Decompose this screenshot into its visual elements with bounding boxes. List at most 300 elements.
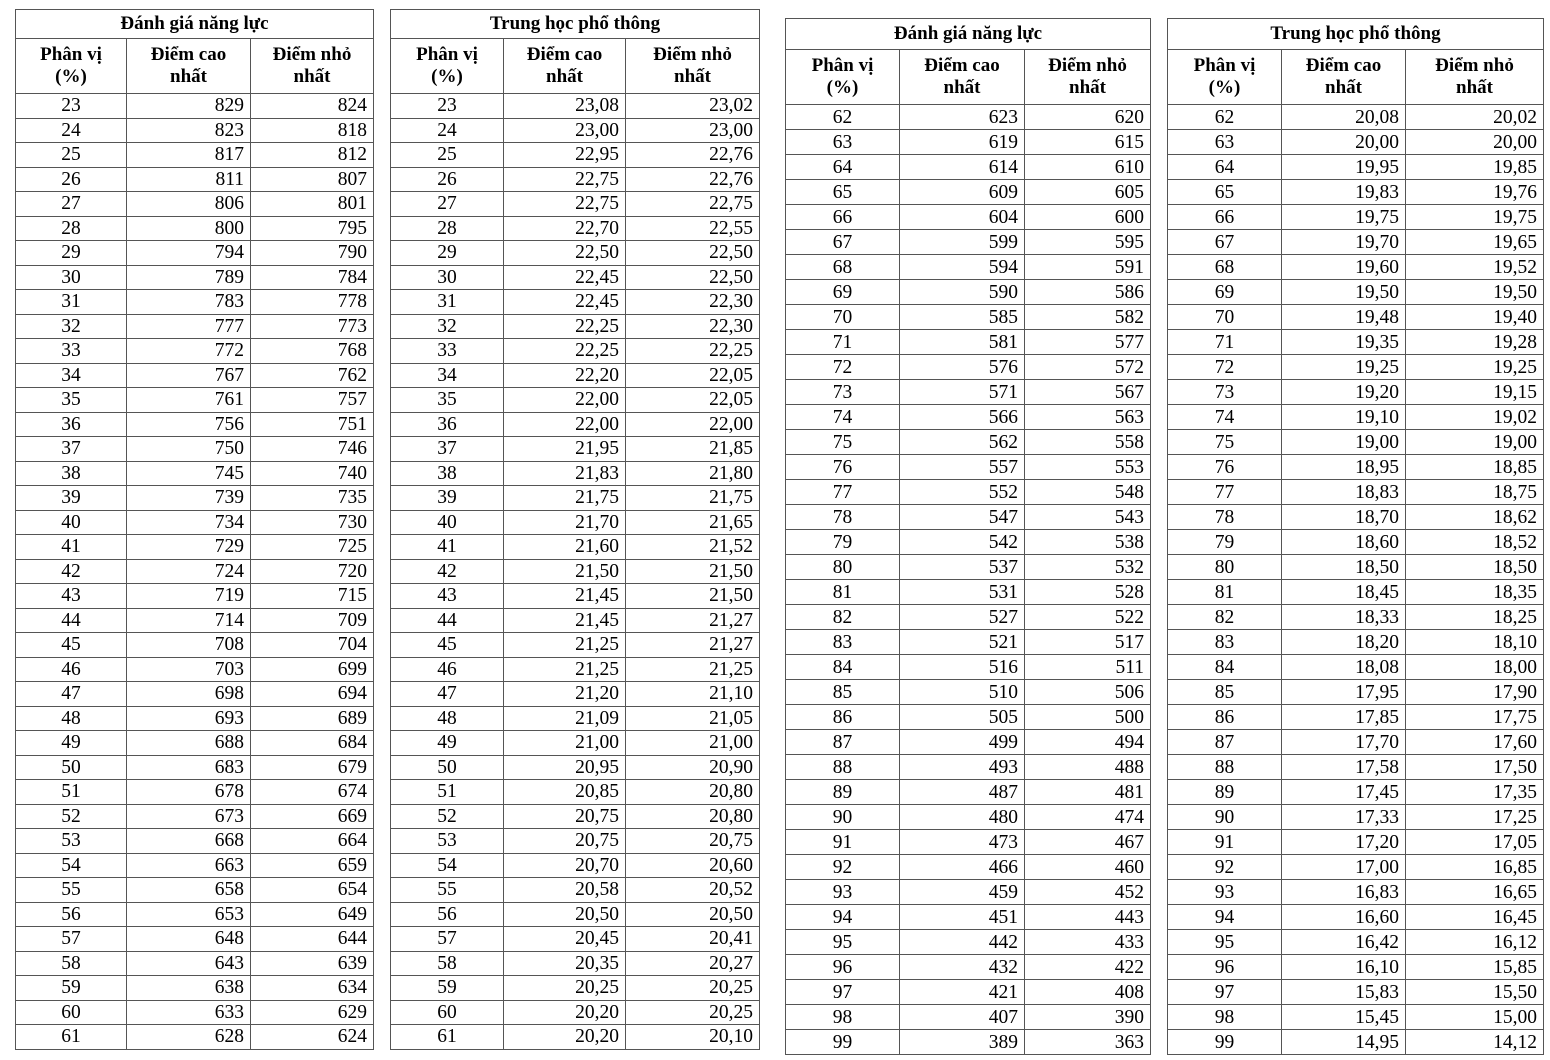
cell-min-score: 21,10 xyxy=(626,682,760,707)
table-row xyxy=(786,555,1151,580)
cell-max-score: 678 xyxy=(127,780,251,805)
cell-min-score: 19,50 xyxy=(1406,280,1544,305)
cell-percentile: 31 xyxy=(16,290,127,315)
cell-percentile: 83 xyxy=(1168,630,1282,655)
cell-min-score: 20,02 xyxy=(1406,105,1544,130)
cell-max-score: 653 xyxy=(127,902,251,927)
cell-max-score: 547 xyxy=(900,505,1025,530)
cell-min-score: 778 xyxy=(251,290,374,315)
cell-max-score: 604 xyxy=(900,205,1025,230)
cell-min-score: 19,15 xyxy=(1406,380,1544,405)
table-row xyxy=(786,905,1151,930)
cell-percentile: 45 xyxy=(391,633,504,658)
table-row xyxy=(16,804,374,829)
cell-min-score: 532 xyxy=(1025,555,1151,580)
table-row xyxy=(1168,155,1544,180)
cell-percentile: 55 xyxy=(16,878,127,903)
cell-percentile: 27 xyxy=(16,192,127,217)
cell-max-score: 459 xyxy=(900,880,1025,905)
cell-percentile: 76 xyxy=(1168,455,1282,480)
table-row xyxy=(16,314,374,339)
table-row xyxy=(786,105,1151,130)
table-row xyxy=(391,608,760,633)
cell-percentile: 70 xyxy=(786,305,900,330)
cell-max-score: 823 xyxy=(127,118,251,143)
cell-max-score: 22,50 xyxy=(504,241,626,266)
table-title: Đánh giá năng lực xyxy=(16,10,374,39)
table-row xyxy=(786,380,1151,405)
cell-percentile: 26 xyxy=(391,167,504,192)
table-row xyxy=(786,480,1151,505)
table-row xyxy=(16,584,374,609)
table-row xyxy=(391,192,760,217)
cell-percentile: 95 xyxy=(786,930,900,955)
table-row xyxy=(1168,130,1544,155)
cell-min-score: 22,50 xyxy=(626,241,760,266)
cell-max-score: 23,08 xyxy=(504,94,626,119)
cell-max-score: 15,83 xyxy=(1282,980,1406,1005)
cell-max-score: 668 xyxy=(127,829,251,854)
cell-percentile: 87 xyxy=(1168,730,1282,755)
table-row xyxy=(786,680,1151,705)
cell-max-score: 22,95 xyxy=(504,143,626,168)
cell-min-score: 18,00 xyxy=(1406,655,1544,680)
cell-min-score: 474 xyxy=(1025,805,1151,830)
table-row xyxy=(391,1000,760,1025)
cell-max-score: 571 xyxy=(900,380,1025,405)
table-row xyxy=(16,216,374,241)
cell-min-score: 801 xyxy=(251,192,374,217)
cell-percentile: 28 xyxy=(391,216,504,241)
cell-min-score: 762 xyxy=(251,363,374,388)
cell-max-score: 794 xyxy=(127,241,251,266)
cell-max-score: 19,00 xyxy=(1282,430,1406,455)
table-row xyxy=(1168,780,1544,805)
cell-percentile: 94 xyxy=(786,905,900,930)
cell-max-score: 806 xyxy=(127,192,251,217)
table-row xyxy=(16,1000,374,1025)
cell-max-score: 505 xyxy=(900,705,1025,730)
cell-percentile: 61 xyxy=(391,1025,504,1050)
table-row xyxy=(16,878,374,903)
cell-min-score: 22,05 xyxy=(626,363,760,388)
table-row xyxy=(786,955,1151,980)
cell-min-score: 20,00 xyxy=(1406,130,1544,155)
cell-min-score: 15,85 xyxy=(1406,955,1544,980)
cell-percentile: 48 xyxy=(16,706,127,731)
cell-max-score: 22,00 xyxy=(504,388,626,413)
cell-percentile: 29 xyxy=(16,241,127,266)
cell-percentile: 36 xyxy=(391,412,504,437)
table-row xyxy=(16,94,374,119)
cell-max-score: 17,85 xyxy=(1282,705,1406,730)
cell-percentile: 94 xyxy=(1168,905,1282,930)
cell-max-score: 19,95 xyxy=(1282,155,1406,180)
cell-max-score: 724 xyxy=(127,559,251,584)
cell-percentile: 61 xyxy=(16,1025,127,1050)
cell-max-score: 18,20 xyxy=(1282,630,1406,655)
cell-max-score: 21,95 xyxy=(504,437,626,462)
cell-max-score: 719 xyxy=(127,584,251,609)
cell-max-score: 557 xyxy=(900,455,1025,480)
table-row xyxy=(1168,805,1544,830)
table-row xyxy=(1168,555,1544,580)
cell-max-score: 537 xyxy=(900,555,1025,580)
cell-percentile: 75 xyxy=(1168,430,1282,455)
cell-min-score: 19,02 xyxy=(1406,405,1544,430)
cell-min-score: 807 xyxy=(251,167,374,192)
cell-percentile: 96 xyxy=(1168,955,1282,980)
cell-min-score: 704 xyxy=(251,633,374,658)
cell-percentile: 83 xyxy=(786,630,900,655)
cell-max-score: 817 xyxy=(127,143,251,168)
cell-max-score: 531 xyxy=(900,580,1025,605)
cell-percentile: 98 xyxy=(786,1005,900,1030)
cell-min-score: 18,62 xyxy=(1406,505,1544,530)
cell-max-score: 581 xyxy=(900,330,1025,355)
cell-percentile: 58 xyxy=(16,951,127,976)
table-row xyxy=(786,505,1151,530)
cell-max-score: 739 xyxy=(127,486,251,511)
cell-min-score: 553 xyxy=(1025,455,1151,480)
cell-min-score: 19,52 xyxy=(1406,255,1544,280)
cell-percentile: 99 xyxy=(1168,1030,1282,1055)
cell-percentile: 89 xyxy=(1168,780,1282,805)
cell-percentile: 50 xyxy=(391,755,504,780)
cell-min-score: 19,85 xyxy=(1406,155,1544,180)
cell-max-score: 552 xyxy=(900,480,1025,505)
cell-min-score: 19,00 xyxy=(1406,430,1544,455)
cell-max-score: 683 xyxy=(127,755,251,780)
table-row xyxy=(1168,355,1544,380)
cell-percentile: 79 xyxy=(1168,530,1282,555)
cell-percentile: 49 xyxy=(16,731,127,756)
cell-percentile: 42 xyxy=(391,559,504,584)
cell-min-score: 18,75 xyxy=(1406,480,1544,505)
cell-max-score: 21,25 xyxy=(504,633,626,658)
cell-min-score: 16,12 xyxy=(1406,930,1544,955)
cell-percentile: 60 xyxy=(391,1000,504,1025)
cell-percentile: 69 xyxy=(1168,280,1282,305)
cell-max-score: 761 xyxy=(127,388,251,413)
cell-max-score: 21,83 xyxy=(504,461,626,486)
cell-min-score: 443 xyxy=(1025,905,1151,930)
cell-min-score: 17,35 xyxy=(1406,780,1544,805)
cell-min-score: 488 xyxy=(1025,755,1151,780)
cell-max-score: 18,95 xyxy=(1282,455,1406,480)
table-row xyxy=(786,205,1151,230)
table-row xyxy=(786,755,1151,780)
table-row xyxy=(16,437,374,462)
cell-max-score: 562 xyxy=(900,430,1025,455)
cell-max-score: 22,75 xyxy=(504,167,626,192)
cell-min-score: 20,75 xyxy=(626,829,760,854)
header-min-score: Điểm nhỏ nhất xyxy=(251,39,374,94)
cell-max-score: 19,25 xyxy=(1282,355,1406,380)
table-row xyxy=(391,510,760,535)
cell-min-score: 582 xyxy=(1025,305,1151,330)
cell-max-score: 714 xyxy=(127,608,251,633)
header-percentile: Phân vị (%) xyxy=(1168,50,1282,105)
cell-max-score: 698 xyxy=(127,682,251,707)
cell-percentile: 44 xyxy=(16,608,127,633)
cell-percentile: 39 xyxy=(391,486,504,511)
table-row xyxy=(16,780,374,805)
cell-max-score: 20,58 xyxy=(504,878,626,903)
cell-max-score: 20,20 xyxy=(504,1000,626,1025)
table-row xyxy=(391,486,760,511)
cell-max-score: 20,20 xyxy=(504,1025,626,1050)
cell-percentile: 80 xyxy=(1168,555,1282,580)
cell-min-score: 15,50 xyxy=(1406,980,1544,1005)
cell-max-score: 20,45 xyxy=(504,927,626,952)
cell-percentile: 52 xyxy=(16,804,127,829)
cell-max-score: 20,75 xyxy=(504,804,626,829)
table-row xyxy=(16,608,374,633)
cell-max-score: 21,25 xyxy=(504,657,626,682)
table-row xyxy=(16,388,374,413)
cell-min-score: 22,75 xyxy=(626,192,760,217)
cell-min-score: 16,45 xyxy=(1406,905,1544,930)
cell-min-score: 740 xyxy=(251,461,374,486)
cell-max-score: 17,33 xyxy=(1282,805,1406,830)
cell-percentile: 67 xyxy=(786,230,900,255)
cell-min-score: 467 xyxy=(1025,830,1151,855)
cell-min-score: 674 xyxy=(251,780,374,805)
cell-max-score: 590 xyxy=(900,280,1025,305)
table-row xyxy=(1168,305,1544,330)
cell-percentile: 46 xyxy=(16,657,127,682)
table-row xyxy=(1168,955,1544,980)
cell-min-score: 649 xyxy=(251,902,374,927)
table-row xyxy=(391,853,760,878)
cell-min-score: 16,65 xyxy=(1406,880,1544,905)
table-row xyxy=(391,461,760,486)
table-row xyxy=(16,1025,374,1050)
cell-max-score: 18,50 xyxy=(1282,555,1406,580)
table-row xyxy=(391,927,760,952)
cell-percentile: 50 xyxy=(16,755,127,780)
cell-percentile: 81 xyxy=(786,580,900,605)
cell-percentile: 46 xyxy=(391,657,504,682)
cell-percentile: 54 xyxy=(16,853,127,878)
table-row xyxy=(786,130,1151,155)
header-max-score: Điểm cao nhất xyxy=(127,39,251,94)
cell-percentile: 97 xyxy=(786,980,900,1005)
table-row xyxy=(391,265,760,290)
cell-max-score: 576 xyxy=(900,355,1025,380)
cell-min-score: 19,40 xyxy=(1406,305,1544,330)
cell-max-score: 20,70 xyxy=(504,853,626,878)
cell-min-score: 21,75 xyxy=(626,486,760,511)
cell-max-score: 811 xyxy=(127,167,251,192)
cell-min-score: 20,25 xyxy=(626,976,760,1001)
table-row xyxy=(786,180,1151,205)
cell-min-score: 21,25 xyxy=(626,657,760,682)
cell-percentile: 82 xyxy=(786,605,900,630)
table-row xyxy=(391,290,760,315)
cell-max-score: 19,70 xyxy=(1282,230,1406,255)
table-row xyxy=(786,355,1151,380)
cell-max-score: 16,10 xyxy=(1282,955,1406,980)
cell-percentile: 91 xyxy=(786,830,900,855)
cell-percentile: 26 xyxy=(16,167,127,192)
cell-percentile: 77 xyxy=(1168,480,1282,505)
table-row xyxy=(786,430,1151,455)
cell-percentile: 34 xyxy=(16,363,127,388)
table-row xyxy=(786,805,1151,830)
table-row xyxy=(1168,755,1544,780)
cell-max-score: 585 xyxy=(900,305,1025,330)
table-row xyxy=(391,902,760,927)
cell-percentile: 93 xyxy=(786,880,900,905)
cell-min-score: 22,76 xyxy=(626,143,760,168)
cell-percentile: 96 xyxy=(786,955,900,980)
cell-percentile: 78 xyxy=(786,505,900,530)
cell-max-score: 389 xyxy=(900,1030,1025,1055)
cell-min-score: 22,76 xyxy=(626,167,760,192)
cell-percentile: 72 xyxy=(1168,355,1282,380)
table-row xyxy=(391,118,760,143)
cell-min-score: 522 xyxy=(1025,605,1151,630)
cell-percentile: 53 xyxy=(16,829,127,854)
cell-min-score: 664 xyxy=(251,829,374,854)
header-percentile: Phân vị (%) xyxy=(16,39,127,94)
table-row xyxy=(1168,1030,1544,1055)
cell-max-score: 493 xyxy=(900,755,1025,780)
table-row xyxy=(391,682,760,707)
cell-max-score: 633 xyxy=(127,1000,251,1025)
cell-max-score: 22,70 xyxy=(504,216,626,241)
cell-max-score: 734 xyxy=(127,510,251,535)
cell-min-score: 558 xyxy=(1025,430,1151,455)
cell-max-score: 18,70 xyxy=(1282,505,1406,530)
cell-max-score: 21,45 xyxy=(504,584,626,609)
cell-max-score: 14,95 xyxy=(1282,1030,1406,1055)
cell-max-score: 466 xyxy=(900,855,1025,880)
table-row xyxy=(786,705,1151,730)
cell-max-score: 17,45 xyxy=(1282,780,1406,805)
cell-percentile: 75 xyxy=(786,430,900,455)
table-title: Trung học phổ thông xyxy=(1168,19,1544,50)
cell-min-score: 22,30 xyxy=(626,314,760,339)
cell-percentile: 39 xyxy=(16,486,127,511)
cell-min-score: 22,25 xyxy=(626,339,760,364)
table-row xyxy=(1168,730,1544,755)
table-row xyxy=(16,290,374,315)
cell-min-score: 600 xyxy=(1025,205,1151,230)
cell-min-score: 20,60 xyxy=(626,853,760,878)
table-row xyxy=(16,192,374,217)
cell-min-score: 563 xyxy=(1025,405,1151,430)
cell-max-score: 566 xyxy=(900,405,1025,430)
table-row xyxy=(16,143,374,168)
table-row xyxy=(391,363,760,388)
cell-percentile: 73 xyxy=(786,380,900,405)
cell-percentile: 66 xyxy=(786,205,900,230)
cell-max-score: 638 xyxy=(127,976,251,1001)
cell-max-score: 527 xyxy=(900,605,1025,630)
table-row xyxy=(1168,655,1544,680)
cell-min-score: 19,25 xyxy=(1406,355,1544,380)
table-row xyxy=(1168,530,1544,555)
cell-min-score: 528 xyxy=(1025,580,1151,605)
table-row xyxy=(786,230,1151,255)
cell-max-score: 516 xyxy=(900,655,1025,680)
cell-percentile: 35 xyxy=(391,388,504,413)
cell-max-score: 619 xyxy=(900,130,1025,155)
cell-percentile: 33 xyxy=(391,339,504,364)
cell-max-score: 20,08 xyxy=(1282,105,1406,130)
cell-max-score: 800 xyxy=(127,216,251,241)
cell-min-score: 768 xyxy=(251,339,374,364)
cell-min-score: 16,85 xyxy=(1406,855,1544,880)
cell-min-score: 20,50 xyxy=(626,902,760,927)
cell-min-score: 715 xyxy=(251,584,374,609)
cell-min-score: 538 xyxy=(1025,530,1151,555)
cell-min-score: 22,30 xyxy=(626,290,760,315)
cell-min-score: 20,90 xyxy=(626,755,760,780)
table-row xyxy=(786,580,1151,605)
cell-percentile: 34 xyxy=(391,363,504,388)
cell-min-score: 644 xyxy=(251,927,374,952)
cell-percentile: 31 xyxy=(391,290,504,315)
table-row xyxy=(391,339,760,364)
cell-max-score: 21,60 xyxy=(504,535,626,560)
cell-max-score: 442 xyxy=(900,930,1025,955)
cell-max-score: 510 xyxy=(900,680,1025,705)
cell-min-score: 506 xyxy=(1025,680,1151,705)
table-row xyxy=(1168,430,1544,455)
table-row xyxy=(16,118,374,143)
table-row xyxy=(1168,705,1544,730)
table-row xyxy=(786,530,1151,555)
cell-max-score: 16,60 xyxy=(1282,905,1406,930)
cell-min-score: 730 xyxy=(251,510,374,535)
cell-min-score: 22,50 xyxy=(626,265,760,290)
cell-min-score: 20,10 xyxy=(626,1025,760,1050)
cell-percentile: 59 xyxy=(391,976,504,1001)
cell-percentile: 56 xyxy=(16,902,127,927)
table-row xyxy=(16,461,374,486)
cell-percentile: 58 xyxy=(391,951,504,976)
cell-percentile: 51 xyxy=(16,780,127,805)
cell-percentile: 66 xyxy=(1168,205,1282,230)
cell-min-score: 624 xyxy=(251,1025,374,1050)
cell-max-score: 19,60 xyxy=(1282,255,1406,280)
table-row xyxy=(16,241,374,266)
cell-percentile: 63 xyxy=(1168,130,1282,155)
table-row xyxy=(16,902,374,927)
table-row xyxy=(391,755,760,780)
table-row xyxy=(1168,105,1544,130)
cell-max-score: 21,50 xyxy=(504,559,626,584)
cell-min-score: 17,60 xyxy=(1406,730,1544,755)
table-row xyxy=(16,951,374,976)
table-row xyxy=(1168,680,1544,705)
cell-min-score: 629 xyxy=(251,1000,374,1025)
cell-min-score: 517 xyxy=(1025,630,1151,655)
cell-percentile: 85 xyxy=(1168,680,1282,705)
cell-percentile: 71 xyxy=(786,330,900,355)
cell-percentile: 92 xyxy=(1168,855,1282,880)
cell-min-score: 21,27 xyxy=(626,633,760,658)
cell-min-score: 548 xyxy=(1025,480,1151,505)
cell-min-score: 725 xyxy=(251,535,374,560)
cell-min-score: 784 xyxy=(251,265,374,290)
cell-min-score: 21,50 xyxy=(626,559,760,584)
cell-min-score: 21,05 xyxy=(626,706,760,731)
